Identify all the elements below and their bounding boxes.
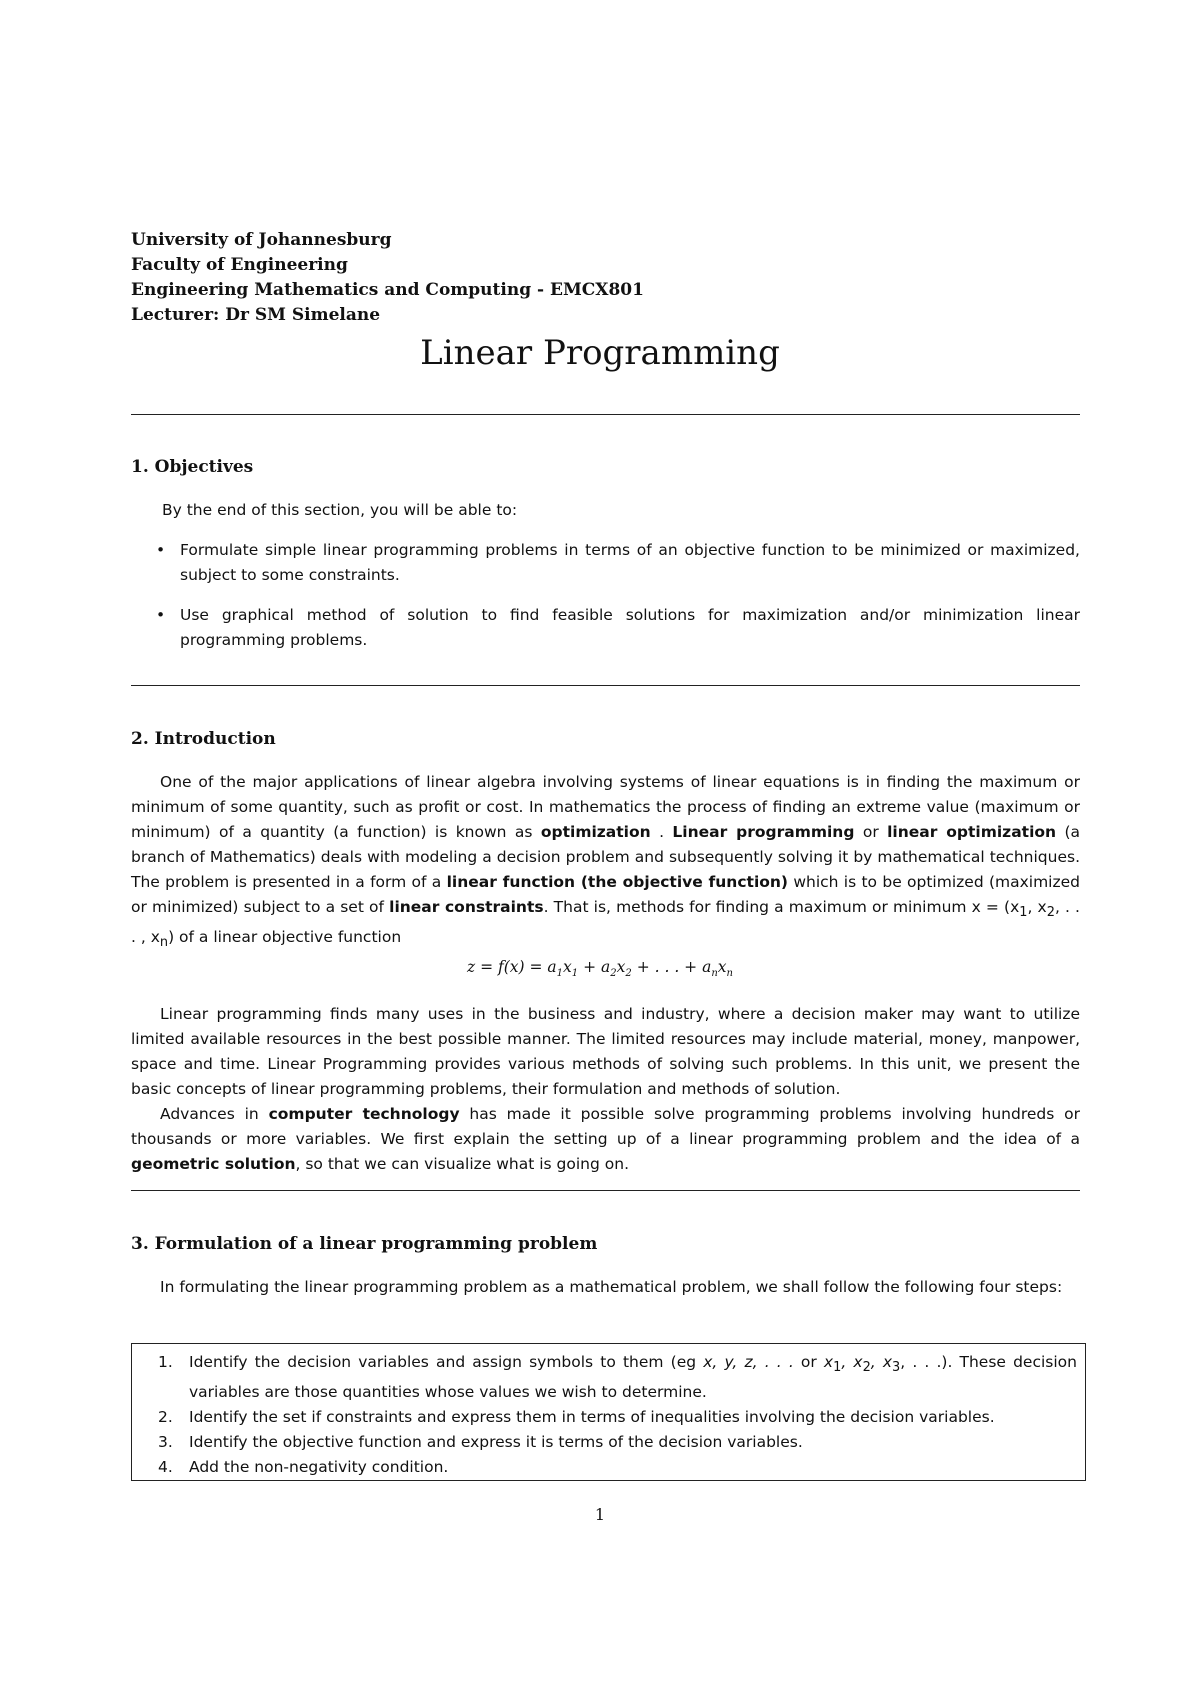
step-text: Add the non-negativity condition. <box>189 1458 449 1477</box>
text-run: or <box>854 823 888 841</box>
subscript: n <box>726 968 733 980</box>
introduction-paragraph-3 <box>131 1102 1080 1177</box>
formulation-intro: In formulating the linear programming problem as a mathematical problem, we shall follow the following four steps: <box>160 1278 1063 1296</box>
equation-part: x <box>563 958 572 976</box>
divider <box>131 1190 1080 1191</box>
subscript: 2 <box>862 1360 871 1376</box>
step-text: Identify the set if constraints and express them in terms of inequalities involving the decision variables. <box>189 1408 995 1427</box>
bold-term-linear-programming: Linear programming <box>672 823 855 841</box>
text-run: (a branch of Mathematics) deals with modeling a decision problem and subsequently solving it by mathematical techniques. The problem is presented in a form of a <box>131 823 1081 891</box>
step-number: 3. <box>158 1433 173 1452</box>
subscript: 3 <box>892 1360 901 1376</box>
bold-term-objective-function: linear function (the objective function) <box>446 873 789 891</box>
steps-box <box>131 1343 1086 1481</box>
bullet-icon: • <box>156 541 166 559</box>
list-item <box>158 1430 1077 1455</box>
list-item <box>152 538 1080 588</box>
university-name: University of Johannesburg <box>131 230 392 250</box>
bold-term-linear-optimization: linear optimization <box>887 823 1057 841</box>
text-run: ). These decision variables are those quantities whose values we wish to determine. <box>189 1353 1077 1402</box>
equation-part: + a <box>578 958 611 976</box>
variables-example: x, y, z, . . . <box>703 1353 794 1371</box>
text-run: , x <box>1027 898 1047 916</box>
bullet-text: Use graphical method of solution to find feasible solutions for maximization and/or minimization linear programming problems. <box>180 606 1080 649</box>
list-item <box>152 603 1080 653</box>
objectives-list <box>152 538 1080 668</box>
subscript: 2 <box>625 968 632 980</box>
subscript: 2 <box>610 968 617 980</box>
variable: , x <box>841 1353 863 1371</box>
text-run: , so that we can visualize what is going on. <box>295 1155 630 1173</box>
lecturer-name: Lecturer: Dr SM Simelane <box>131 305 381 325</box>
faculty-name: Faculty of Engineering <box>131 255 348 275</box>
subscript: n <box>711 968 718 980</box>
bold-term-linear-constraints: linear constraints <box>389 898 544 916</box>
text-run: or <box>793 1353 824 1371</box>
list-item <box>158 1455 1077 1480</box>
bullet-text: Formulate simple linear programming problems in terms of an objective function to be minimized or maximized, subject to some constraints. <box>180 541 1080 584</box>
bold-term-geometric-solution: geometric solution <box>131 1155 296 1173</box>
text-run: , . . . <box>900 1353 942 1371</box>
text-run: ) of a linear objective function <box>168 928 402 947</box>
list-item <box>158 1405 1077 1430</box>
subscript: 1 <box>556 968 564 980</box>
section-heading-objectives: 1. Objectives <box>131 457 254 477</box>
equation-part: + . . . + a <box>631 958 712 976</box>
list-item <box>158 1350 1077 1405</box>
introduction-paragraph-1 <box>131 770 1080 955</box>
text-run: which is to be optimized (maximized or minimized) subject to a set of <box>131 873 1081 916</box>
document-header <box>131 228 644 328</box>
subscript: 2 <box>1046 905 1055 921</box>
subscript: n <box>159 935 169 951</box>
subscript: 1 <box>833 1360 842 1376</box>
step-number: 2. <box>158 1408 173 1427</box>
text-run: Identify the decision variables and assign symbols to them (eg <box>189 1353 704 1371</box>
introduction-paragraph-2: Linear programming finds many uses in the business and industry, where a decision maker may want to utilize limited available resources in the best possible manner. The limited resources may include material, money, manpower, space and time. Linear Programming provides various methods of solving such problems. In this unit, we present the basic concepts of linear programming problems, their formulation and methods of solution. <box>131 1005 1080 1098</box>
step-number: 4. <box>158 1458 173 1477</box>
equation-part: x <box>717 958 727 976</box>
section-heading-formulation: 3. Formulation of a linear programming problem <box>131 1234 598 1254</box>
divider <box>131 414 1080 415</box>
divider <box>131 685 1080 686</box>
bold-term-optimization: optimization <box>540 823 651 841</box>
page-number: 1 <box>594 1505 606 1524</box>
bullet-icon: • <box>156 606 166 624</box>
text-run: . <box>650 823 673 841</box>
text-run: Advances in <box>160 1105 269 1123</box>
course-name: Engineering Mathematics and Computing - EMCX801 <box>131 280 644 300</box>
text-run: has made it possible solve programming problems involving hundreds or thousands or more variables. We first explain the setting up of a linear programming problem and the idea of a <box>131 1105 1080 1148</box>
section-heading-introduction: 2. Introduction <box>131 729 276 749</box>
equation-part: z = f(x) = a <box>467 958 557 976</box>
text-run: , . . . , x <box>131 898 1080 947</box>
bold-term-computer-technology: computer technology <box>268 1105 460 1123</box>
text-run: . That is, methods for finding a maximum or minimum x = (x <box>543 898 1020 916</box>
objectives-intro: By the end of this section, you will be able to: <box>162 501 518 519</box>
variable: x <box>823 1353 834 1371</box>
text-run: One of the major applications of linear algebra involving systems of linear equations is in finding the maximum or minimum of some quantity, such as profit or cost. In mathematics the process of finding an extreme value (maximum or minimum) of a quantity (a function) is known as <box>131 773 1080 841</box>
step-number: 1. <box>158 1353 173 1371</box>
step-text: Identify the objective function and express it is terms of the decision variables. <box>189 1433 803 1452</box>
equation-part: x <box>616 958 626 976</box>
objective-function-equation <box>0 958 1200 979</box>
subscript: 1 <box>1019 905 1028 921</box>
variable: , x <box>870 1353 893 1371</box>
subscript: 1 <box>571 968 579 980</box>
page-title: Linear Programming <box>420 333 780 373</box>
